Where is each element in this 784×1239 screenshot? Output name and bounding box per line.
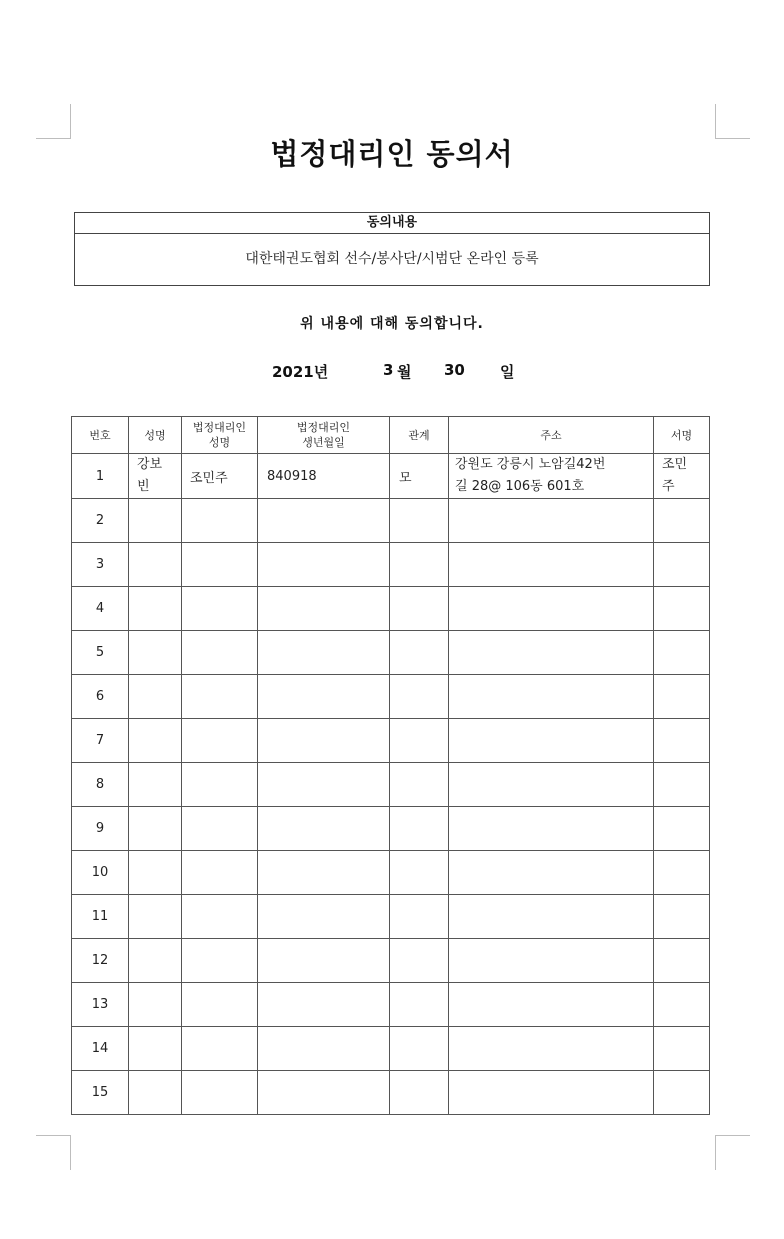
date-month: 3: [383, 361, 394, 379]
row-number: 6: [72, 675, 129, 719]
table-row: [72, 1071, 710, 1115]
date-day: 30: [444, 361, 465, 379]
crop-mark-bottom-right: [715, 1135, 750, 1170]
agreement-statement: 위 내용에 대해 동의합니다.: [300, 316, 484, 332]
table-row: [72, 763, 710, 807]
table-row: [72, 631, 710, 675]
guardian-birthdate: 840918: [258, 454, 390, 499]
header-relation: 관계: [390, 417, 449, 454]
header-no: 번호: [72, 417, 129, 454]
table-row: [72, 675, 710, 719]
row-number: 15: [72, 1071, 129, 1115]
document-title: 법정대리인 동의서: [270, 137, 514, 171]
date-year: 2021년: [272, 363, 329, 381]
header-rep-birth: 법정대리인 생년월일: [258, 417, 390, 454]
table-row: [72, 895, 710, 939]
row-number: 5: [72, 631, 129, 675]
row-number: 10: [72, 851, 129, 895]
table-row: [72, 543, 710, 587]
date-day-label: 일: [500, 363, 515, 381]
consent-roster-table: [71, 416, 710, 1115]
row-number: 11: [72, 895, 129, 939]
table-row: [72, 807, 710, 851]
table-row: [72, 939, 710, 983]
row-number: 13: [72, 983, 129, 1027]
signature: 조민 주: [654, 454, 710, 499]
table-row: [72, 454, 710, 499]
consent-header: 동의내용: [75, 213, 709, 234]
row-number: 1: [72, 454, 129, 499]
row-number: 9: [72, 807, 129, 851]
guardian-name: 조민주: [182, 454, 258, 499]
table-header-row: [72, 417, 710, 454]
row-number: 4: [72, 587, 129, 631]
consent-body: 대한태권도협회 선수/봉사단/시범단 온라인 등록: [245, 251, 539, 267]
row-number: 12: [72, 939, 129, 983]
table-row: [72, 1027, 710, 1071]
address: 강원도 강릉시 노암길42번 길 28@ 106동 601호: [449, 454, 654, 499]
table-row: [72, 719, 710, 763]
row-number: 14: [72, 1027, 129, 1071]
header-name: 성명: [129, 417, 182, 454]
consent-box: [74, 212, 710, 286]
row-number: 2: [72, 499, 129, 543]
table-row: [72, 587, 710, 631]
table-row: [72, 851, 710, 895]
header-address: 주소: [449, 417, 654, 454]
table-row: [72, 499, 710, 543]
header-sign: 서명: [654, 417, 710, 454]
row-number: 3: [72, 543, 129, 587]
table-row: [72, 983, 710, 1027]
header-rep-name: 법정대리인 성명: [182, 417, 258, 454]
participant-name: 강보 빈: [129, 454, 182, 499]
relation: 모: [390, 454, 449, 499]
row-number: 8: [72, 763, 129, 807]
date-month-label: 월: [397, 363, 412, 381]
crop-mark-bottom-left: [36, 1135, 71, 1170]
row-number: 7: [72, 719, 129, 763]
